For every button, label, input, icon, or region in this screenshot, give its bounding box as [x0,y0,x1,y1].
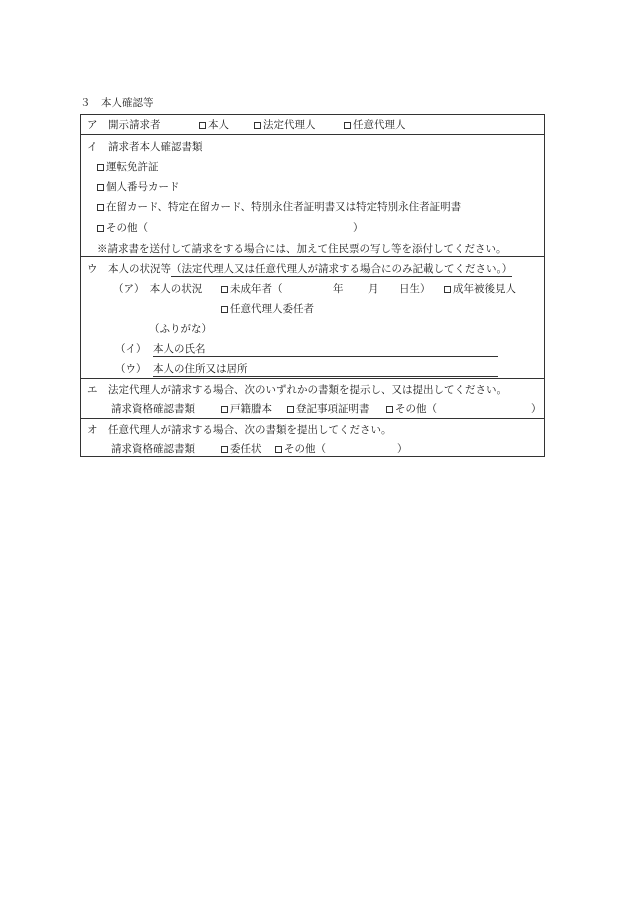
voluntary-doc-power-of-attorney[interactable]: 委任状 [221,444,262,455]
id-doc-other[interactable]: その他（ [97,223,148,234]
address-marker: （ウ） [115,363,147,375]
voluntary-doc-other[interactable]: その他（ [275,444,326,455]
principal-status-title: ウ 本人の状況等（法定代理人又は任意代理人が請求する場合にのみ記載してください。） [87,263,513,275]
legal-doc-family-register[interactable]: 戸籍謄本 [221,404,272,415]
status-adult-ward-option[interactable]: 成年被後見人 [444,284,516,295]
checkbox-icon[interactable] [221,406,228,413]
checkbox-icon[interactable] [199,122,206,129]
principal-address-field[interactable] [153,376,498,377]
principal-address-label: 本人の住所又は居所 [153,363,248,375]
requester-label: ア 開示請求者 [87,119,161,131]
status-principal-option[interactable]: 任意代理人委任者 [221,304,314,315]
legal-doc-other-close: ） [531,403,542,415]
requester-legal-agent-option[interactable]: 法定代理人 [254,120,316,131]
checkbox-icon[interactable] [287,406,294,413]
voluntary-agent-docs-label: 請求資格確認書類 [111,443,195,455]
checkbox-icon[interactable] [221,286,228,293]
principal-status-note: （法定代理人又は任意代理人が請求する場合にのみ記載してください。） [171,263,513,275]
requester-voluntary-agent-option[interactable]: 任意代理人 [344,120,406,131]
requester-self-option[interactable]: 本人 [199,120,229,131]
checkbox-icon[interactable] [97,225,104,232]
section-voluntary-agent-docs [81,419,544,456]
section-heading: ３ 本人確認等 [80,97,154,109]
voluntary-doc-other-close: ） [397,443,408,455]
checkbox-icon[interactable] [386,406,393,413]
checkbox-icon[interactable] [97,164,104,171]
legal-agent-instruction: エ 法定代理人が請求する場合、次のいずれかの書類を提示し、又は提出してください。 [87,384,507,396]
birth-year-label: 年 [333,283,344,295]
voluntary-agent-instruction: オ 任意代理人が請求する場合、次の書類を提出してください。 [87,424,392,436]
legal-doc-other[interactable]: その他（ [386,404,437,415]
name-marker: （イ） [115,343,147,355]
status-minor-option[interactable]: 未成年者（ [221,284,283,295]
checkbox-icon[interactable] [444,286,451,293]
identity-verification-form [80,114,545,457]
birth-month-label: 月 [368,283,379,295]
section-id-documents [81,135,544,257]
section-requester [81,115,544,135]
id-doc-residence-card[interactable]: 在留カード、特定在留カード、特別永住者証明書又は特定特別永住者証明書 [97,202,461,213]
checkbox-icon[interactable] [97,204,104,211]
checkbox-icon[interactable] [254,122,261,129]
mail-request-note: ※請求書を送付して請求をする場合には、加えて住民票の写し等を添付してください。 [97,243,507,255]
principal-status-label: （ア） 本人の状況 [113,283,203,295]
legal-doc-registry-certificate[interactable]: 登記事項証明書 [287,404,370,415]
legal-agent-docs-label: 請求資格確認書類 [111,403,195,415]
id-doc-my-number-card[interactable]: 個人番号カード [97,182,180,193]
principal-name-label: 本人の氏名 [153,343,206,355]
checkbox-icon[interactable] [344,122,351,129]
section-principal-status [81,257,544,379]
section-legal-agent-docs [81,379,544,419]
checkbox-icon[interactable] [221,446,228,453]
checkbox-icon[interactable] [275,446,282,453]
birth-day-label: 日生） [399,283,431,295]
id-doc-drivers-license[interactable]: 運転免許証 [97,162,159,173]
checkbox-icon[interactable] [97,184,104,191]
principal-name-field[interactable] [153,356,498,357]
id-documents-title: イ 請求者本人確認書類 [87,141,203,153]
id-doc-other-close: ） [353,222,364,234]
furigana-label: （ふりがな） [149,323,212,335]
checkbox-icon[interactable] [221,306,228,313]
